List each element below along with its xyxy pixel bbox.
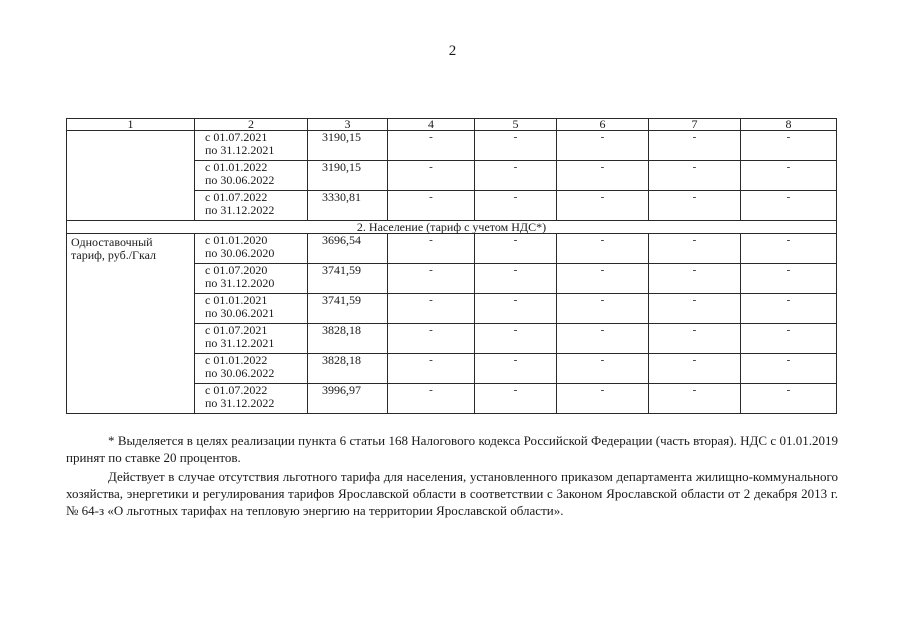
tariff-value: 3190,15 <box>308 161 388 191</box>
tariff-value: 3741,59 <box>308 264 388 294</box>
empty-dash: - <box>741 131 837 161</box>
empty-dash: - <box>388 294 475 324</box>
empty-dash: - <box>388 384 475 414</box>
empty-dash: - <box>557 354 649 384</box>
column-number: 1 <box>67 119 195 131</box>
period-from: с 01.01.2022 <box>205 160 268 174</box>
period-to: по 30.06.2021 <box>205 306 275 320</box>
tariff-unit-line: тариф, руб./Гкал <box>71 248 157 262</box>
period-from: с 01.07.2021 <box>205 323 268 337</box>
period-to: по 30.06.2020 <box>205 246 275 260</box>
empty-dash: - <box>388 264 475 294</box>
empty-dash: - <box>649 324 741 354</box>
tariff-value: 3330,81 <box>308 191 388 221</box>
vat-footnote: * Выделяется в целях реализации пункта 6 статьи 168 Налогового кодекса Российской Федерации (часть вторая). НДС с 01.01.2019 принят по ставке 20 процентов. <box>66 433 838 465</box>
validity-note: Действует в случае отсутствия льготного тарифа для населения, установленного приказом департамента жилищно-коммунального хозяйства, энергетики и регулирования тарифов Ярославской области в соответствии с Законом Ярославской области от 2 декабря 2013 г. № 64-з «О льготных тарифах на тепловую энергию на территории Ярославской области». <box>66 469 838 518</box>
empty-dash: - <box>388 354 475 384</box>
empty-dash: - <box>388 161 475 191</box>
empty-dash: - <box>557 264 649 294</box>
empty-dash: - <box>475 191 557 221</box>
empty-dash: - <box>475 131 557 161</box>
table-row <box>67 234 837 264</box>
section-title: 2. Население (тариф с учетом НДС*) <box>67 221 837 234</box>
period-cell <box>195 191 308 221</box>
empty-dash: - <box>741 234 837 264</box>
empty-dash: - <box>649 294 741 324</box>
empty-dash: - <box>557 191 649 221</box>
period-to: по 31.12.2022 <box>205 396 275 410</box>
empty-dash: - <box>741 161 837 191</box>
column-number: 6 <box>557 119 649 131</box>
period-cell <box>195 384 308 414</box>
section-row <box>67 221 837 234</box>
empty-dash: - <box>557 161 649 191</box>
column-number: 7 <box>649 119 741 131</box>
period-to: по 31.12.2022 <box>205 203 275 217</box>
empty-dash: - <box>649 161 741 191</box>
period-cell <box>195 234 308 264</box>
column-number: 3 <box>308 119 388 131</box>
column-number: 5 <box>475 119 557 131</box>
empty-dash: - <box>741 191 837 221</box>
empty-dash: - <box>475 264 557 294</box>
empty-dash: - <box>475 324 557 354</box>
period-from: с 01.01.2021 <box>205 293 268 307</box>
empty-dash: - <box>741 294 837 324</box>
period-cell <box>195 294 308 324</box>
tariff-value: 3828,18 <box>308 354 388 384</box>
empty-dash: - <box>649 234 741 264</box>
empty-dash: - <box>557 324 649 354</box>
empty-dash: - <box>557 384 649 414</box>
period-from: с 01.07.2022 <box>205 383 268 397</box>
empty-dash: - <box>557 234 649 264</box>
empty-dash: - <box>557 131 649 161</box>
tariff-name-cell <box>67 234 195 414</box>
tariff-name-line: Одноставочный <box>71 235 153 249</box>
period-to: по 31.12.2021 <box>205 336 275 350</box>
period-from: с 01.01.2020 <box>205 233 268 247</box>
empty-dash: - <box>475 234 557 264</box>
period-to: по 31.12.2021 <box>205 143 275 157</box>
period-from: с 01.07.2020 <box>205 263 268 277</box>
period-cell <box>195 354 308 384</box>
empty-dash: - <box>388 234 475 264</box>
tariff-value: 3741,59 <box>308 294 388 324</box>
empty-dash: - <box>741 384 837 414</box>
period-from: с 01.01.2022 <box>205 353 268 367</box>
notes <box>66 432 838 519</box>
period-cell <box>195 324 308 354</box>
period-to: по 30.06.2022 <box>205 173 275 187</box>
empty-dash: - <box>741 264 837 294</box>
column-number: 8 <box>741 119 837 131</box>
tariff-table <box>66 118 837 414</box>
empty-dash: - <box>557 294 649 324</box>
empty-name-cell <box>67 131 195 221</box>
period-to: по 31.12.2020 <box>205 276 275 290</box>
column-number: 4 <box>388 119 475 131</box>
period-cell <box>195 131 308 161</box>
empty-dash: - <box>741 324 837 354</box>
tariff-value: 3190,15 <box>308 131 388 161</box>
empty-dash: - <box>741 354 837 384</box>
empty-dash: - <box>388 131 475 161</box>
page-number: 2 <box>448 43 457 59</box>
empty-dash: - <box>475 384 557 414</box>
empty-dash: - <box>475 161 557 191</box>
empty-dash: - <box>649 354 741 384</box>
period-cell <box>195 264 308 294</box>
tariff-value: 3828,18 <box>308 324 388 354</box>
empty-dash: - <box>388 324 475 354</box>
tariff-value: 3996,97 <box>308 384 388 414</box>
empty-dash: - <box>649 191 741 221</box>
empty-dash: - <box>388 191 475 221</box>
empty-dash: - <box>649 384 741 414</box>
period-from: с 01.07.2021 <box>205 130 268 144</box>
period-from: с 01.07.2022 <box>205 190 268 204</box>
empty-dash: - <box>649 131 741 161</box>
period-cell <box>195 161 308 191</box>
period-to: по 30.06.2022 <box>205 366 275 380</box>
empty-dash: - <box>475 294 557 324</box>
table-row <box>67 131 837 161</box>
header-row <box>67 119 837 131</box>
empty-dash: - <box>475 354 557 384</box>
column-number: 2 <box>195 119 308 131</box>
tariff-value: 3696,54 <box>308 234 388 264</box>
empty-dash: - <box>649 264 741 294</box>
